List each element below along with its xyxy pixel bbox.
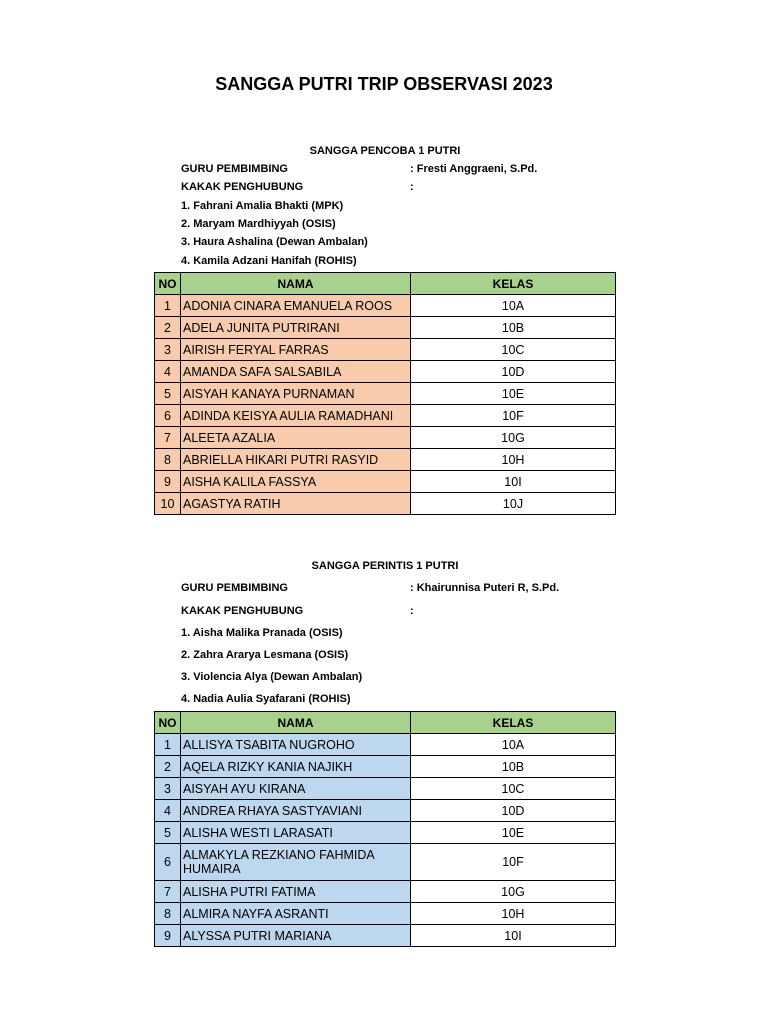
row-kelas: 10D <box>411 361 616 383</box>
row-no: 10 <box>155 493 181 515</box>
table-row <box>155 822 616 844</box>
row-no: 7 <box>155 881 181 903</box>
row-kelas: 10F <box>411 405 616 427</box>
row-nama: ALISHA PUTRI FATIMA <box>181 881 411 903</box>
group2-kakak-item: 3. Violencia Alya (Dewan Ambalan) <box>181 671 363 683</box>
table-row <box>155 449 616 471</box>
table-row <box>155 427 616 449</box>
table-row <box>155 881 616 903</box>
group1-guru-value: : Fresti Anggraeni, S.Pd. <box>410 163 538 175</box>
row-kelas: 10I <box>411 925 616 947</box>
group1-kakak-item: 4. Kamila Adzani Hanifah (ROHIS) <box>181 255 357 267</box>
header-nama: NAMA <box>181 273 411 295</box>
header-no: NO <box>155 712 181 734</box>
group2-kakak-value: : <box>410 605 414 617</box>
row-kelas: 10F <box>411 844 616 881</box>
table-row <box>155 903 616 925</box>
group1-kakak-item: 2. Maryam Mardhiyyah (OSIS) <box>181 218 336 230</box>
group2-kakak-label: KAKAK PENGHUBUNG <box>181 605 304 617</box>
group2-roster-table <box>154 711 616 947</box>
row-kelas: 10G <box>411 427 616 449</box>
table-header-row <box>155 712 616 734</box>
row-nama: ALMAKYLA REZKIANO FAHMIDA HUMAIRA <box>181 844 411 881</box>
row-nama: ABRIELLA HIKARI PUTRI RASYID <box>181 449 411 471</box>
row-no: 9 <box>155 471 181 493</box>
row-no: 6 <box>155 405 181 427</box>
row-no: 6 <box>155 844 181 881</box>
row-no: 2 <box>155 317 181 339</box>
table-row <box>155 361 616 383</box>
row-kelas: 10B <box>411 756 616 778</box>
group2-kakak-item: 1. Aisha Malika Pranada (OSIS) <box>181 627 343 639</box>
row-nama: ADONIA CINARA EMANUELA ROOS <box>181 295 411 317</box>
group1-guru-label: GURU PEMBIMBING <box>181 163 288 175</box>
table-row <box>155 295 616 317</box>
row-kelas: 10C <box>411 778 616 800</box>
row-no: 3 <box>155 778 181 800</box>
table-row <box>155 493 616 515</box>
row-nama: AIRISH FERYAL FARRAS <box>181 339 411 361</box>
row-no: 8 <box>155 449 181 471</box>
table-row <box>155 383 616 405</box>
row-nama: AMANDA SAFA SALSABILA <box>181 361 411 383</box>
row-no: 4 <box>155 800 181 822</box>
row-kelas: 10A <box>411 734 616 756</box>
row-kelas: 10H <box>411 903 616 925</box>
row-kelas: 10E <box>411 383 616 405</box>
row-nama: ALYSSA PUTRI MARIANA <box>181 925 411 947</box>
document-title: SANGGA PUTRI TRIP OBSERVASI 2023 <box>215 74 553 94</box>
header-nama: NAMA <box>181 712 411 734</box>
table-row <box>155 756 616 778</box>
row-kelas: 10G <box>411 881 616 903</box>
header-kelas: KELAS <box>411 712 616 734</box>
table-row <box>155 844 616 881</box>
row-kelas: 10A <box>411 295 616 317</box>
row-kelas: 10H <box>411 449 616 471</box>
header-no: NO <box>155 273 181 295</box>
row-nama: AISYAH AYU KIRANA <box>181 778 411 800</box>
table-row <box>155 405 616 427</box>
row-nama: ALMIRA NAYFA ASRANTI <box>181 903 411 925</box>
row-kelas: 10B <box>411 317 616 339</box>
group2-guru-label: GURU PEMBIMBING <box>181 582 288 594</box>
row-kelas: 10E <box>411 822 616 844</box>
row-no: 3 <box>155 339 181 361</box>
table-row <box>155 471 616 493</box>
table-row <box>155 925 616 947</box>
group2-guru-value: : Khairunnisa Puteri R, S.Pd. <box>410 582 560 594</box>
table-row <box>155 800 616 822</box>
row-kelas: 10D <box>411 800 616 822</box>
row-no: 8 <box>155 903 181 925</box>
table-row <box>155 317 616 339</box>
group1-kakak-label: KAKAK PENGHUBUNG <box>181 181 304 193</box>
row-nama: AISHA KALILA FASSYA <box>181 471 411 493</box>
row-no: 5 <box>155 822 181 844</box>
group1-kakak-item: 1. Fahrani Amalia Bhakti (MPK) <box>181 200 344 212</box>
row-kelas: 10C <box>411 339 616 361</box>
row-nama: ALLISYA TSABITA NUGROHO <box>181 734 411 756</box>
group1-roster-table <box>154 272 616 515</box>
table-header-row <box>155 273 616 295</box>
row-no: 5 <box>155 383 181 405</box>
header-kelas: KELAS <box>411 273 616 295</box>
group2-title: SANGGA PERINTIS 1 PUTRI <box>311 560 459 572</box>
group1-kakak-value: : <box>410 181 414 193</box>
row-no: 7 <box>155 427 181 449</box>
row-kelas: 10J <box>411 493 616 515</box>
group2-kakak-item: 2. Zahra Ararya Lesmana (OSIS) <box>181 649 349 661</box>
row-nama: ALEETA AZALIA <box>181 427 411 449</box>
row-no: 9 <box>155 925 181 947</box>
row-nama: ANDREA RHAYA SASTYAVIANI <box>181 800 411 822</box>
row-nama: ADINDA KEISYA AULIA RAMADHANI <box>181 405 411 427</box>
table-row <box>155 778 616 800</box>
row-no: 1 <box>155 734 181 756</box>
row-nama: ALISHA WESTI LARASATI <box>181 822 411 844</box>
row-no: 1 <box>155 295 181 317</box>
row-nama: ADELA JUNITA PUTRIRANI <box>181 317 411 339</box>
group1-title: SANGGA PENCOBA 1 PUTRI <box>309 145 461 157</box>
row-no: 4 <box>155 361 181 383</box>
table-row <box>155 734 616 756</box>
table-row <box>155 339 616 361</box>
group1-kakak-item: 3. Haura Ashalina (Dewan Ambalan) <box>181 236 368 248</box>
row-no: 2 <box>155 756 181 778</box>
row-nama: AISYAH KANAYA PURNAMAN <box>181 383 411 405</box>
row-nama: AQELA RIZKY KANIA NAJIKH <box>181 756 411 778</box>
group2-kakak-item: 4. Nadia Aulia Syafarani (ROHIS) <box>181 693 351 705</box>
row-nama: AGASTYA RATIH <box>181 493 411 515</box>
row-kelas: 10I <box>411 471 616 493</box>
